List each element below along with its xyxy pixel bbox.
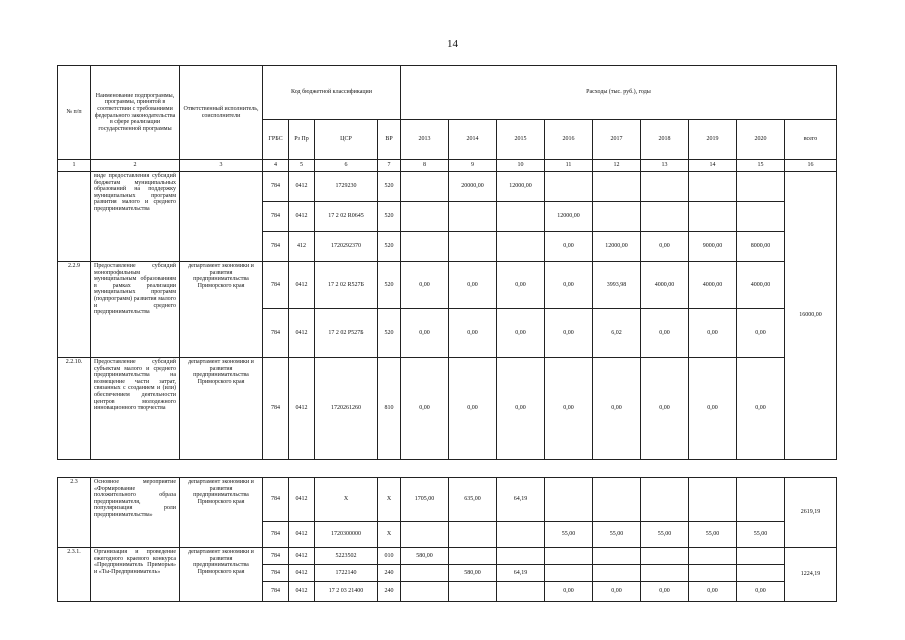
cell-vr: X: [378, 522, 401, 548]
cell-value: [497, 522, 545, 548]
cell-csr: 1720261260: [315, 358, 378, 460]
cell-value: 3993,98: [593, 262, 641, 309]
table-row: [58, 172, 837, 202]
cell-rzpr: 0412: [289, 358, 315, 460]
header-vr: ВР: [378, 120, 401, 160]
row-num: 2.3.1.: [58, 548, 91, 602]
cell-value: 64,19: [497, 478, 545, 522]
cell-vr: X: [378, 478, 401, 522]
cell-value: [401, 522, 449, 548]
cell-value: [689, 478, 737, 522]
row-responsible: [180, 172, 263, 262]
cell-total: 16000,00: [785, 172, 837, 460]
cell-value: 0,00: [545, 262, 593, 309]
cell-value: [689, 548, 737, 565]
cell-value: 0,00: [641, 309, 689, 358]
cell-value: [689, 565, 737, 582]
cell-value: 0,00: [401, 358, 449, 460]
cell-vr: 520: [378, 262, 401, 309]
col-number: 1: [58, 160, 91, 172]
col-number: 6: [315, 160, 378, 172]
row-responsible: департамент экономики и развития предпринимательства Приморского края: [180, 478, 263, 548]
cell-value: 12000,00: [593, 232, 641, 262]
cell-csr: 5223502: [315, 548, 378, 565]
col-number: 9: [449, 160, 497, 172]
header-year: 2013: [401, 120, 449, 160]
cell-value: 4000,00: [689, 262, 737, 309]
cell-value: 0,00: [641, 232, 689, 262]
cell-value: 55,00: [545, 522, 593, 548]
cell-value: [593, 202, 641, 232]
page-number: 14: [447, 38, 458, 50]
col-number: 15: [737, 160, 785, 172]
header-row-1: [58, 66, 837, 120]
cell-value: 0,00: [737, 309, 785, 358]
cell-value: 0,00: [641, 358, 689, 460]
col-number: 2: [91, 160, 180, 172]
cell-value: [593, 565, 641, 582]
cell-value: [641, 202, 689, 232]
cell-value: 0,00: [593, 358, 641, 460]
cell-value: 0,00: [545, 309, 593, 358]
row-name: Основное мероприятие «Формирование положительного образа предпринимателя, популяризация роли предпринимательства»: [91, 478, 180, 548]
header-year: 2014: [449, 120, 497, 160]
cell-value: [593, 172, 641, 202]
cell-vr: 520: [378, 172, 401, 202]
cell-value: 55,00: [689, 522, 737, 548]
cell-rzpr: 0412: [289, 262, 315, 309]
cell-value: [449, 232, 497, 262]
cell-value: 0,00: [689, 582, 737, 602]
column-numbers-row: [58, 160, 837, 172]
header-year: 2020: [737, 120, 785, 160]
cell-value: [737, 172, 785, 202]
cell-value: 0,00: [401, 309, 449, 358]
cell-value: [497, 232, 545, 262]
cell-value: 0,00: [689, 358, 737, 460]
cell-value: [449, 582, 497, 602]
cell-value: [737, 548, 785, 565]
header-budget-code: Код бюджетной классификации: [263, 66, 401, 120]
cell-csr: 1720300000: [315, 522, 378, 548]
cell-value: 64,19: [497, 565, 545, 582]
header-csr: ЦСР: [315, 120, 378, 160]
budget-table-continued: [57, 477, 837, 602]
cell-value: 4000,00: [641, 262, 689, 309]
cell-value: [497, 202, 545, 232]
cell-value: [641, 565, 689, 582]
cell-grbs: 784: [263, 565, 289, 582]
cell-grbs: 784: [263, 232, 289, 262]
cell-value: [401, 582, 449, 602]
cell-csr: 17 2 03 21400: [315, 582, 378, 602]
cell-rzpr: 0412: [289, 172, 315, 202]
cell-value: [689, 172, 737, 202]
cell-value: 55,00: [593, 522, 641, 548]
cell-value: [689, 202, 737, 232]
cell-grbs: 784: [263, 478, 289, 522]
cell-value: [545, 478, 593, 522]
header-year: 2018: [641, 120, 689, 160]
cell-grbs: 784: [263, 358, 289, 460]
cell-value: 20000,00: [449, 172, 497, 202]
col-number: 10: [497, 160, 545, 172]
header-num: № п/п: [58, 66, 91, 160]
header-expenses: Расходы (тыс. руб.), годы: [401, 66, 837, 120]
cell-value: 0,00: [497, 358, 545, 460]
col-number: 13: [641, 160, 689, 172]
cell-value: 1705,00: [401, 478, 449, 522]
cell-rzpr: 0412: [289, 548, 315, 565]
col-number: 5: [289, 160, 315, 172]
cell-value: 0,00: [545, 358, 593, 460]
cell-value: [545, 172, 593, 202]
header-name: Наименование подпрограммы, программы, принятой в соответствии с требованиями федерального законодательства в сфере реализации государственной программы: [91, 66, 180, 160]
col-number: 8: [401, 160, 449, 172]
row-name: виде предоставления субсидий бюджетам муниципальных образований на поддержку муниципальных программ развития малого и среднего предпринимательства: [91, 172, 180, 262]
cell-rzpr: 0412: [289, 565, 315, 582]
cell-value: [401, 565, 449, 582]
cell-value: 0,00: [545, 582, 593, 602]
cell-value: [401, 202, 449, 232]
cell-value: 0,00: [449, 358, 497, 460]
cell-value: [497, 548, 545, 565]
cell-grbs: 784: [263, 522, 289, 548]
cell-value: [593, 548, 641, 565]
cell-csr: 1729230: [315, 172, 378, 202]
row-responsible: департамент экономики и развития предпринимательства Приморского края: [180, 262, 263, 358]
cell-grbs: 784: [263, 172, 289, 202]
cell-value: [449, 548, 497, 565]
cell-value: [641, 172, 689, 202]
table-row: [58, 548, 837, 565]
cell-value: 635,00: [449, 478, 497, 522]
cell-value: 55,00: [737, 522, 785, 548]
cell-value: [401, 232, 449, 262]
cell-value: 12000,00: [545, 202, 593, 232]
cell-value: [545, 565, 593, 582]
budget-table: [57, 65, 837, 460]
cell-rzpr: 0412: [289, 309, 315, 358]
col-number: 16: [785, 160, 837, 172]
cell-value: 12000,00: [497, 172, 545, 202]
cell-value: 0,00: [497, 262, 545, 309]
cell-csr: 17 2 02 Р527Б: [315, 309, 378, 358]
cell-csr: 1722140: [315, 565, 378, 582]
cell-value: [737, 202, 785, 232]
cell-grbs: 784: [263, 202, 289, 232]
cell-vr: 520: [378, 232, 401, 262]
cell-rzpr: 0412: [289, 202, 315, 232]
row-num: 2.2.10.: [58, 358, 91, 460]
cell-value: 0,00: [401, 262, 449, 309]
cell-total: 1224,19: [785, 548, 837, 602]
cell-value: 55,00: [641, 522, 689, 548]
cell-value: 0,00: [545, 232, 593, 262]
col-number: 3: [180, 160, 263, 172]
cell-value: 0,00: [593, 582, 641, 602]
cell-value: [545, 548, 593, 565]
cell-rzpr: 412: [289, 232, 315, 262]
table-row: [58, 478, 837, 522]
header-year: 2016: [545, 120, 593, 160]
row-name: Предоставление субсидий монопрофильным муниципальным образованиям в рамках реализации муниципальных программ (подпрограмм) развития малого и среднего предпринимательства: [91, 262, 180, 358]
cell-csr: 17 2 02 R0645: [315, 202, 378, 232]
row-num: [58, 172, 91, 262]
cell-grbs: 784: [263, 548, 289, 565]
cell-value: [737, 565, 785, 582]
cell-value: [641, 548, 689, 565]
cell-value: 0,00: [449, 262, 497, 309]
col-number: 11: [545, 160, 593, 172]
cell-rzpr: 0412: [289, 582, 315, 602]
cell-value: 8000,00: [737, 232, 785, 262]
col-number: 14: [689, 160, 737, 172]
row-num: 2.3: [58, 478, 91, 548]
cell-grbs: 784: [263, 262, 289, 309]
cell-rzpr: 0412: [289, 522, 315, 548]
cell-value: 9000,00: [689, 232, 737, 262]
header-year: 2019: [689, 120, 737, 160]
cell-vr: 240: [378, 565, 401, 582]
cell-value: 6,02: [593, 309, 641, 358]
cell-csr: X: [315, 478, 378, 522]
cell-vr: 520: [378, 202, 401, 232]
cell-value: [497, 582, 545, 602]
cell-csr: 17 2 02 R527Б: [315, 262, 378, 309]
cell-value: [449, 202, 497, 232]
col-number: 12: [593, 160, 641, 172]
col-number: 4: [263, 160, 289, 172]
cell-grbs: 784: [263, 309, 289, 358]
row-num: 2.2.9: [58, 262, 91, 358]
cell-value: 0,00: [737, 358, 785, 460]
cell-vr: 810: [378, 358, 401, 460]
row-name: Предоставление субсидий субъектам малого и среднего предпринимательства на возмещение части затрат, связанных с созданием и (или) обеспечением деятельности центров молодежного инновационного творчества: [91, 358, 180, 460]
cell-value: 0,00: [641, 582, 689, 602]
cell-value: 0,00: [449, 309, 497, 358]
cell-total: 2619,19: [785, 478, 837, 548]
cell-value: [593, 478, 641, 522]
header-responsible: Ответственный исполнитель, соисполнители: [180, 66, 263, 160]
cell-vr: 520: [378, 309, 401, 358]
cell-value: [449, 522, 497, 548]
header-grbs: ГРБС: [263, 120, 289, 160]
table-row: [58, 358, 837, 460]
row-name: Организация и проведение ежегодного краевого конкурса «Предприниматель Приморья» и «Ты-Предприниматель»: [91, 548, 180, 602]
col-number: 7: [378, 160, 401, 172]
cell-vr: 240: [378, 582, 401, 602]
table-row: [58, 262, 837, 309]
row-responsible: департамент экономики и развития предпринимательства Приморского края: [180, 358, 263, 460]
cell-value: 0,00: [737, 582, 785, 602]
cell-rzpr: 0412: [289, 478, 315, 522]
header-total: всего: [785, 120, 837, 160]
cell-value: 4000,00: [737, 262, 785, 309]
cell-value: [641, 478, 689, 522]
cell-value: 0,00: [497, 309, 545, 358]
cell-value: [737, 478, 785, 522]
row-responsible: департамент экономики и развития предпринимательства Приморского края: [180, 548, 263, 602]
header-year: 2017: [593, 120, 641, 160]
cell-value: 0,00: [689, 309, 737, 358]
cell-value: 580,00: [401, 548, 449, 565]
cell-grbs: 784: [263, 582, 289, 602]
cell-value: [401, 172, 449, 202]
header-rzpr: Рз Пр: [289, 120, 315, 160]
header-year: 2015: [497, 120, 545, 160]
cell-csr: 1720292370: [315, 232, 378, 262]
cell-value: 580,00: [449, 565, 497, 582]
cell-vr: 010: [378, 548, 401, 565]
